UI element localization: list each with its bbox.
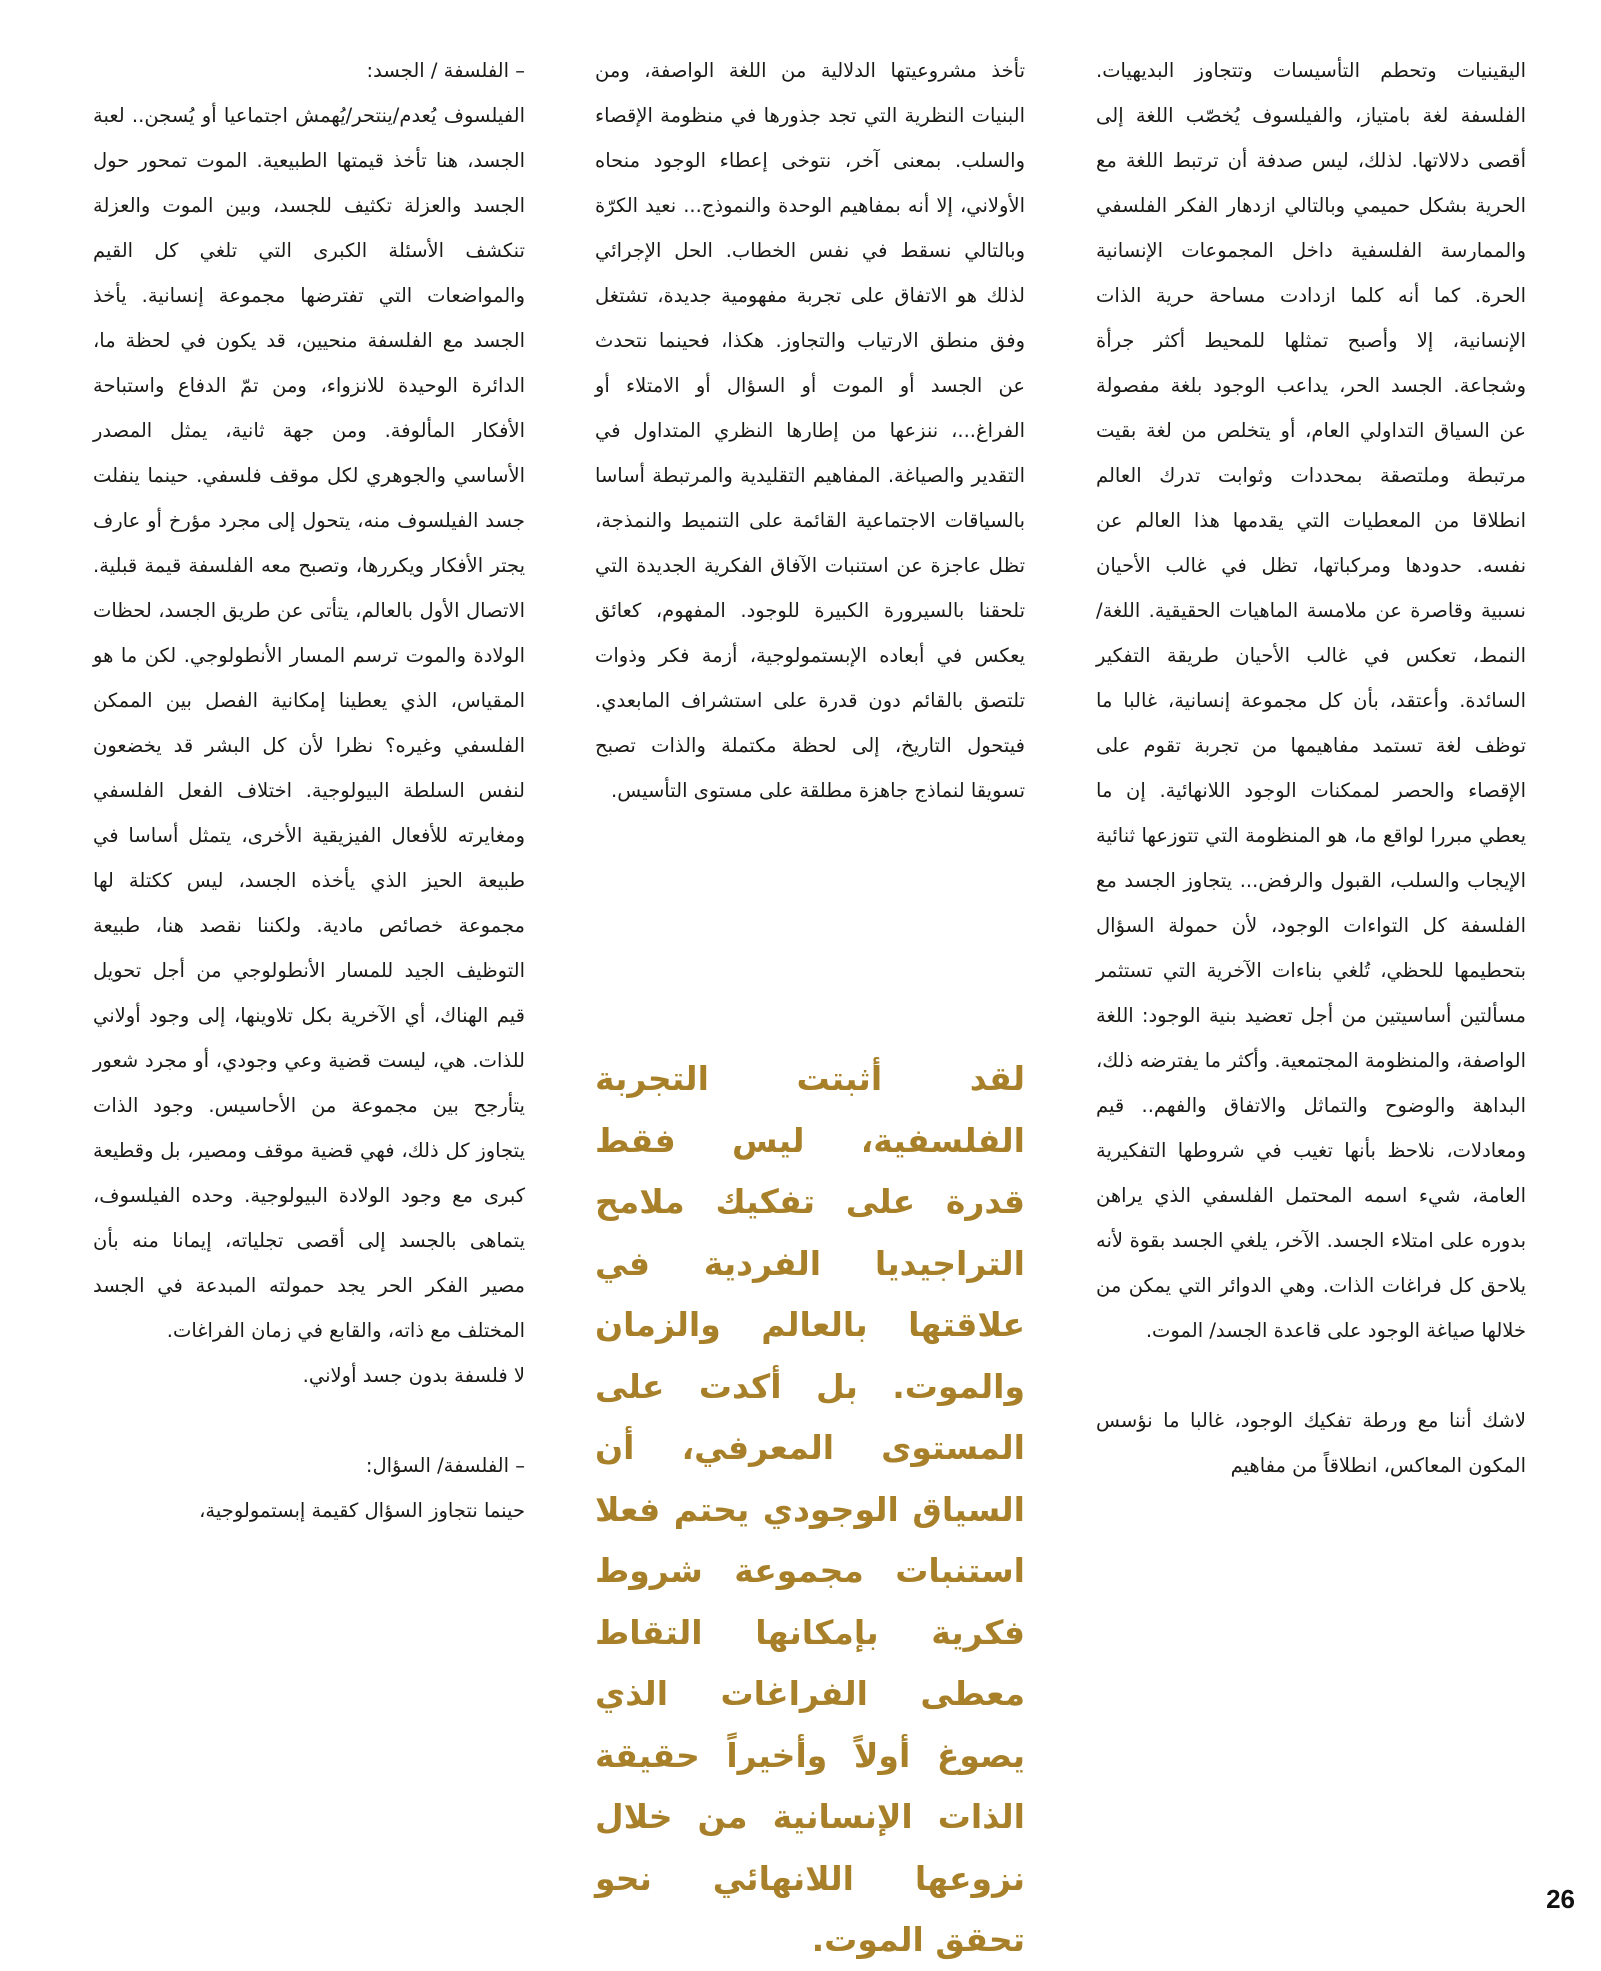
- paragraph: اليقينيات وتحطم التأسيسات وتتجاوز البديهيات. الفلسفة لغة بامتياز، والفيلسوف يُخصّب اللغة إلى أقصى دلالاتها. لذلك، ليس صدفة أن ترتبط اللغة مع الحرية بشكل حميمي وبالتالي ازدهار الفكر الفلسفي والممارسة الفلسفية داخل المجموعات الإنسانية الحرة. كما أنه كلما ازدادت مساحة حرية الذات الإنسانية، إلا وأصبح تمثلها للمحيط أكثر جرأة وشجاعة. الجسد الحر، يداعب الوجود بلغة مفصولة عن السياق التداولي العام، أو يتخلص من لغة بقيت مرتبطة وملتصقة بمحددات وثوابت تدرك العالم انطلاقا من المعطيات التي يقدمها هذا العالم عن نفسه. حدودها ومركباتها، تظل في غالب الأحيان نسبية وقاصرة عن ملامسة الماهيات الحقيقية. اللغة/النمط، تعكس في غالب الأحيان طريقة التفكير السائدة. وأعتقد، بأن كل مجموعة إنسانية، غالبا ما توظف لغة تستمد مفاهيمها من تجربة تقوم على الإقصاء والحصر لممكنات الوجود اللانهائية. إن ما يعطي مبررا لواقع ما، هو المنظومة التي تتوزعها ثنائية الإيجاب والسلب، القبول والرفض... يتجاوز الجسد مع الفلسفة كل التواءات الوجود، لأن حمولة السؤال بتحطيمها للحظي، تُلغي بناءات الآخرية التي تستثمر مسألتين أساسيتين من أجل تعضيد بنية الوجود: اللغة الواصفة، والمنظومة المجتمعية. وأكثر ما يفترضه ذلك، البداهة والوضوح والتماثل والاتفاق والفهم.. قيم ومعادلات، نلاحظ بأنها تغيب في شروطها التفكيرية العامة، شيء اسمه المحتمل الفلسفي الذي يراهن بدوره على امتلاء الجسد. الآخر، يلغي الجسد بقوة لأنه يلاحق كل فراغات الذات. وهي الدوائر التي يمكن من خلالها صياغة الوجود على قاعدة الجسد/ الموت.: [1096, 59, 1526, 1342]
- pull-quote: لقد أثبتت التجربة الفلسفية، ليس فقط قدرة على تفكيك ملامح التراجيديا الفردية في علاقتها بالعالم والزمان والموت. بل أكدت على المستوى المعرفي، أن السياق الوجودي يحتم فعلا استنبات مجموعة شروط فكرية بإمكانها التقاط معطى الفراغات الذي يصوغ أولاً وأخيراً حقيقة الذات الإنسانية من خلال نزوعها اللانهائي نحو تحقق الموت.: [595, 1059, 1025, 1959]
- article-column-right: [1096, 48, 1526, 1488]
- paragraph: لا فلسفة بدون جسد أولاني.: [302, 1364, 525, 1387]
- section-heading-philosophy-question: – الفلسفة/ السؤال:: [365, 1454, 525, 1477]
- paragraph: تأخذ مشروعيتها الدلالية من اللغة الواصفة، ومن البنيات النظرية التي تجد جذورها في منظومة الإقصاء والسلب. بمعنى آخر، نتوخى إعطاء الوجود منحاه الأولاني، إلا أنه بمفاهيم الوحدة والنموذج... نعيد الكرّة وبالتالي نسقط في نفس الخطاب. الحل الإجرائي لذلك هو الاتفاق على تجربة مفهومية جديدة، تشتغل وفق منطق الارتياب والتجاوز. هكذا، فحينما نتحدث عن الجسد أو الموت أو السؤال أو الامتلاء أو الفراغ...، ننزعها من إطارها النظري المتداول في التقدير والصياغة. المفاهيم التقليدية والمرتبطة أساسا بالسياقات الاجتماعية القائمة على التنميط والنمذجة، تظل عاجزة عن استنبات الآفاق الفكرية الجديدة التي تلحقنا بالسيرورة الكبيرة للوجود. المفهوم، كعائق يعكس في أبعاده الإبستمولوجية، أزمة فكر وذوات تلتصق بالقائم دون قدرة على استشراف المابعدي. فيتحول التاريخ، إلى لحظة مكتملة والذات تصبح تسويقا لنماذج جاهزة مطلقة على مستوى التأسيس.: [595, 59, 1025, 802]
- article-column-left: [93, 48, 525, 1533]
- paragraph: حينما نتجاوز السؤال كقيمة إبستمولوجية،: [199, 1499, 525, 1522]
- paragraph-gap: [93, 1398, 525, 1443]
- page-number: 26: [1546, 1884, 1575, 1914]
- paragraph-gap: [1096, 1353, 1526, 1398]
- section-heading-philosophy-body: – الفلسفة / الجسد:: [366, 59, 525, 82]
- article-column-middle: [595, 48, 1025, 813]
- paragraph: لاشك أننا مع ورطة تفكيك الوجود، غالبا ما نؤسس المكون المعاكس، انطلاقاً من مفاهيم: [1096, 1409, 1526, 1477]
- paragraph: الفيلسوف يُعدم/ينتحر/يُهمش اجتماعيا أو يُسجن.. لعبة الجسد، هنا تأخذ قيمتها الطبيعية. الموت تمحور حول الجسد والعزلة تكثيف للجسد، وبين الموت والعزلة تنكشف الأسئلة الكبرى التي تلغي كل القيم والمواضعات التي تفترضها مجموعة إنسانية. يأخذ الجسد مع الفلسفة منحيين، قد يكون في لحظة ما، الدائرة الوحيدة للانزواء، ومن تمّ الدفاع واستباحة الأفكار المألوفة. ومن جهة ثانية، يمثل المصدر الأساسي والجوهري لكل موقف فلسفي. حينما ينفلت جسد الفيلسوف منه، يتحول إلى مجرد مؤرخ أو عارف يجتر الأفكار ويكررها، وتصبح معه الفلسفة قيمة قبلية. الاتصال الأول بالعالم، يتأتى عن طريق الجسد، لحظات الولادة والموت ترسم المسار الأنطولوجي. لكن ما هو المقياس، الذي يعطينا إمكانية الفصل بين الممكن الفلسفي وغيره؟ نظرا لأن كل البشر قد يخضعون لنفس السلطة البيولوجية. اختلاف الفعل الفلسفي ومغايرته للأفعال الفيزيقية الأخرى، يتمثل أساسا في طبيعة الحيز الذي يأخذه الجسد، ليس ككتلة لها مجموعة خصائص مادية. ولكننا نقصد هنا، طبيعة التوظيف الجيد للمسار الأنطولوجي من أجل تحويل قيم الهناك، أي الآخرية بكل تلاوينها، إلى وجود أولاني للذات. هي، ليست قضية وعي وجودي، أو مجرد شعور يتأرجح بين مجموعة من الأحاسيس. وجود الذات يتجاوز كل ذلك، فهي قضية موقف ومصير، بل وقطيعة كبرى مع وجود الولادة البيولوجية. وحده الفيلسوف، يتماهى بالجسد إلى أقصى تجلياته، إيمانا منه بأن مصير الفكر الحر يجد حمولته المبدعة في الجسد المختلف مع ذاته، والقابع في زمان الفراغات.: [93, 104, 525, 1342]
